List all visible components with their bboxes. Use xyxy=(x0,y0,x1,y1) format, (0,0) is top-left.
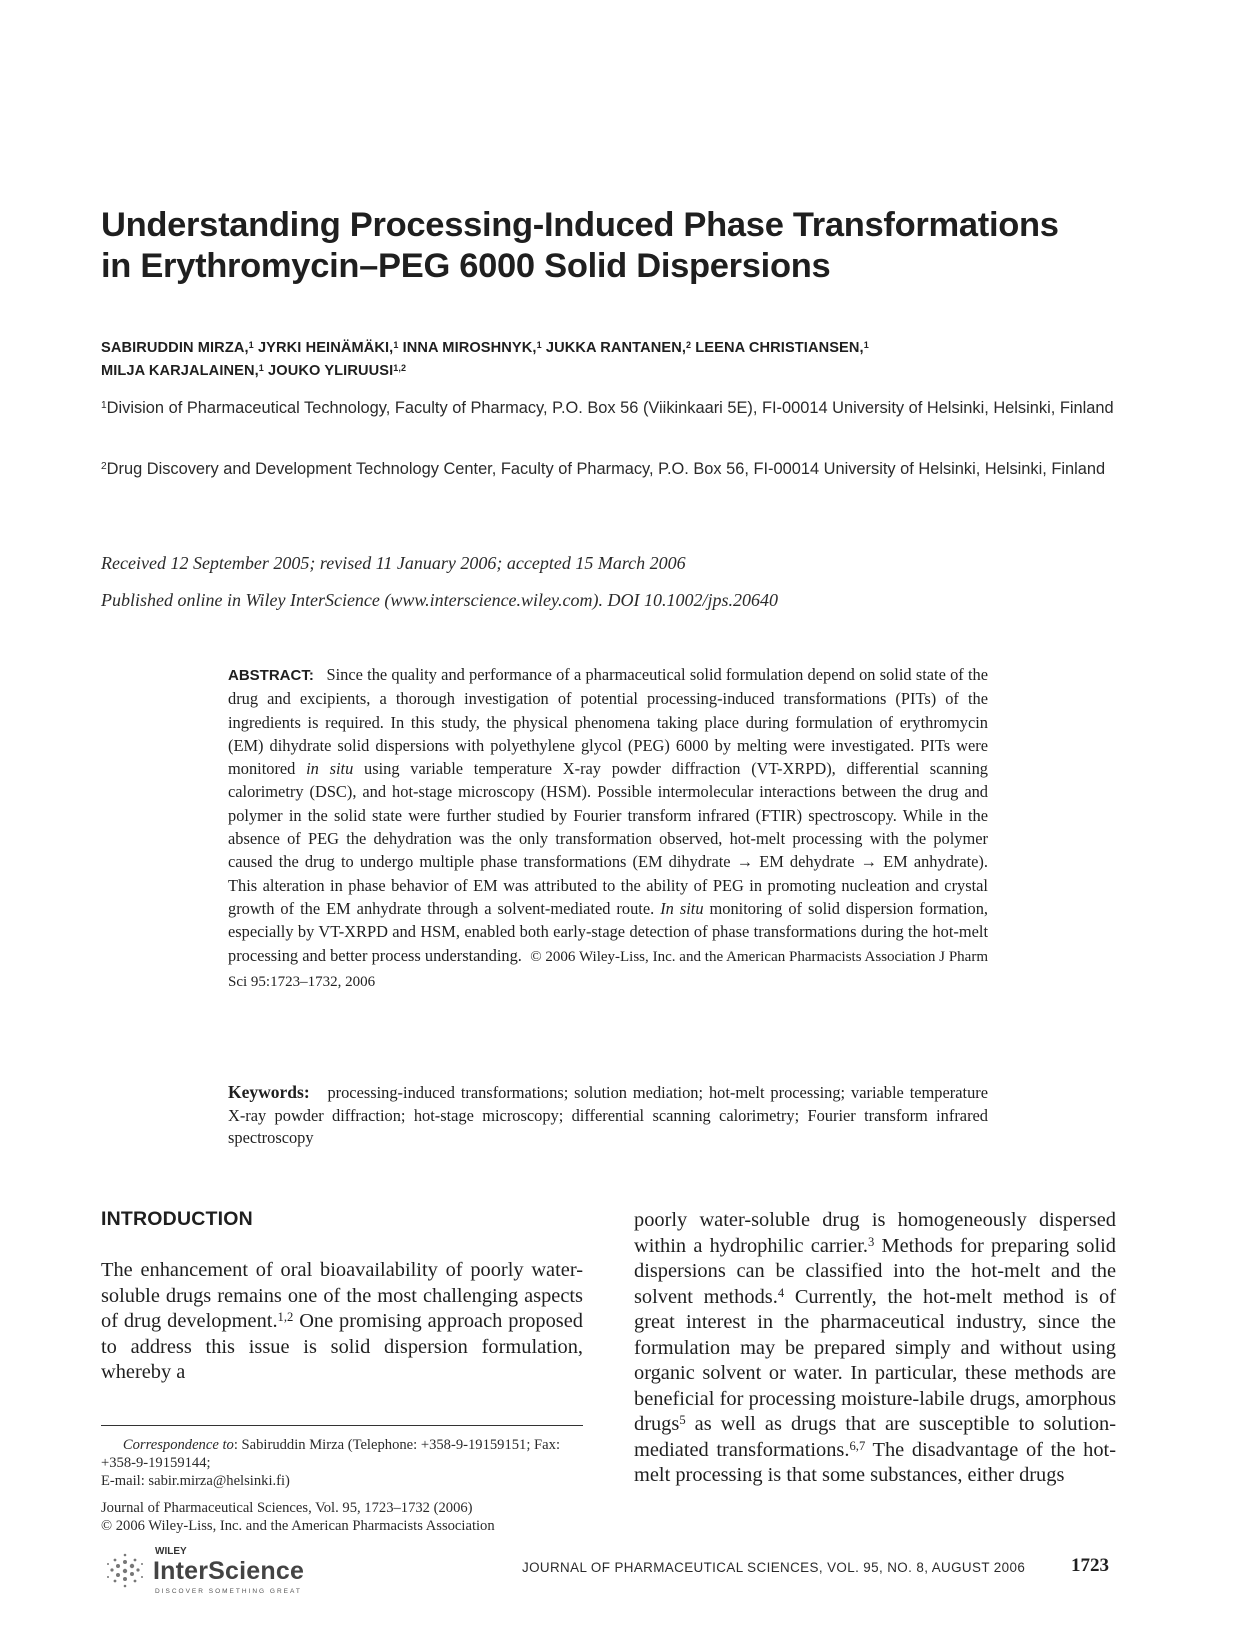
keywords: Keywords: processing-induced transformations; solution mediation; hot-melt processing; variable temperature X-ray powder diffraction; hot-stage microscopy; differential scanning calorimetry; Fourier transform infrared spectroscopy xyxy=(228,1082,988,1147)
author: INNA MIROSHNYK,$^1$ xyxy=(402,339,542,356)
author: JUKKA RANTANEN,$^2$ xyxy=(545,339,692,356)
keywords-label: Keywords: xyxy=(228,1082,310,1102)
author: SABIRUDDIN MIRZA,$^1$ xyxy=(101,339,254,356)
intro-paragraph-right: poorly water-soluble drug is homogeneously dispersed within a hydrophilic carrier.$^3$ Methods for preparing solid dispersions can be classified into the hot-melt and the solvent methods.$^4$ Currently, the hot-melt method is of great interest in the pharmaceutical industry, since the formulation may be prepared simply and without using organic solvent or water. In particular, these methods are beneficial for processing moisture-labile drugs, amorphous drugs$^5$ as well as drugs that are susceptible to solution-mediated transformations.$^{6,7}$ The disadvantage of the hot-melt processing is that some substances, either drugs xyxy=(634,1209,1116,1486)
author: LEENA CHRISTIANSEN,$^1$ xyxy=(695,339,869,356)
affiliation-1: $^1$Division of Pharmaceutical Technology, Faculty of Pharmacy, P.O. Box 56 (Viikinkaari 5E), FI-00014 University of Helsinki, Helsinki, Finland xyxy=(101,399,1114,417)
affiliation-2: $^2$Drug Discovery and Development Technology Center, Faculty of Pharmacy, P.O. Box 56, FI-00014 University of Helsinki, Helsinki, Finland xyxy=(101,460,1106,478)
running-footer: JOURNAL OF PHARMACEUTICAL SCIENCES, VOL. 95, NO. 8, AUGUST 2006 xyxy=(522,1560,1026,1575)
wiley-interscience-logo xyxy=(101,1545,341,1601)
title-line-1: Understanding Processing-Induced Phase Transformations xyxy=(101,206,1059,244)
author-list xyxy=(101,337,1131,383)
publication-info: Published online in Wiley InterScience (www.interscience.wiley.com). DOI 10.1002/jps.20640 xyxy=(101,590,779,610)
article-title xyxy=(101,205,1101,287)
abstract: ABSTRACT: Since the quality and performance of a pharmaceutical solid formulation depend on solid state of the drug and excipients, a thorough investigation of potential processing-induced transformations (PITs) of the ingredients is required. In this study, the physical phenomena taking place during formulation of erythromycin (EM) dihydrate solid dispersions with polyethylene glycol (PEG) 6000 by melting were investigated. PITs were monitored in situ using variable temperature X-ray powder diffraction (VT-XRPD), differential scanning calorimetry (DSC), and hot-stage microscopy (HSM). Possible intermolecular interactions between the drug and polymer in the solid state were further studied by Fourier transform infrared (FTIR) spectroscopy. While in the absence of PEG the dehydration was the only transformation observed, hot-melt processing with the polymer caused the drug to undergo multiple phase transformations (EM dihydrate → EM dehydrate → EM anhydrate). This alteration in phase behavior of EM was attributed to the ability of PEG in promoting nucleation and crystal growth of the EM anhydrate through a solvent-mediated route. In situ monitoring of solid dispersion formation, especially by VT-XRPD and HSM, enabled both early-stage detection of phase transformations during the hot-melt processing and better process understanding. © 2006 Wiley-Liss, Inc. and the American Pharmacists Association J Pharm Sci 95:1723–1732, 2006 xyxy=(228,665,988,990)
abstract-label: ABSTRACT: xyxy=(228,667,314,684)
author: JOUKO YLIRUUSI$^{1,2}$ xyxy=(268,362,407,379)
intro-paragraph-left: The enhancement of oral bioavailability of poorly water-soluble drugs remains one of the most challenging aspects of drug development.$^{1,2}$ One promising approach proposed to address this issue is solid dispersion formulation, whereby a xyxy=(101,1259,583,1383)
page-number: 1723 xyxy=(1071,1555,1109,1576)
author: JYRKI HEINÄMÄKI,$^1$ xyxy=(257,339,399,356)
received-dates: Received 12 September 2005; revised 11 January 2006; accepted 15 March 2006 xyxy=(101,553,686,573)
email-address: E-mail: sabir.mirza@helsinki.fi) xyxy=(101,1473,290,1489)
journal-citation-footnote: Journal of Pharmaceutical Sciences, Vol. 95, 1723–1732 (2006) © 2006 Wiley-Liss, Inc. and the American Pharmacists Association xyxy=(101,1500,495,1534)
section-heading-introduction: INTRODUCTION xyxy=(101,1208,253,1230)
logo-main-text: InterScience xyxy=(153,1557,305,1585)
logo-wiley-text: WILEY xyxy=(155,1546,187,1557)
title-line-2: in Erythromycin–PEG 6000 Solid Dispersions xyxy=(101,247,831,285)
logo-tagline: DISCOVER SOMETHING GREAT xyxy=(155,1588,302,1595)
author: MILJA KARJALAINEN,$^1$ xyxy=(101,362,264,379)
footnote-divider xyxy=(101,1425,583,1426)
abstract-copyright: © 2006 Wiley-Liss, Inc. and the American Pharmacists Association J Pharm Sci 95:1723–1732, 2006 xyxy=(228,948,988,990)
correspondence-footnote: Correspondence to: Sabiruddin Mirza (Telephone: +358-9-19159151; Fax: +358-9-19159144; E-mail: sabir.mirza@helsinki.fi) xyxy=(101,1437,560,1489)
